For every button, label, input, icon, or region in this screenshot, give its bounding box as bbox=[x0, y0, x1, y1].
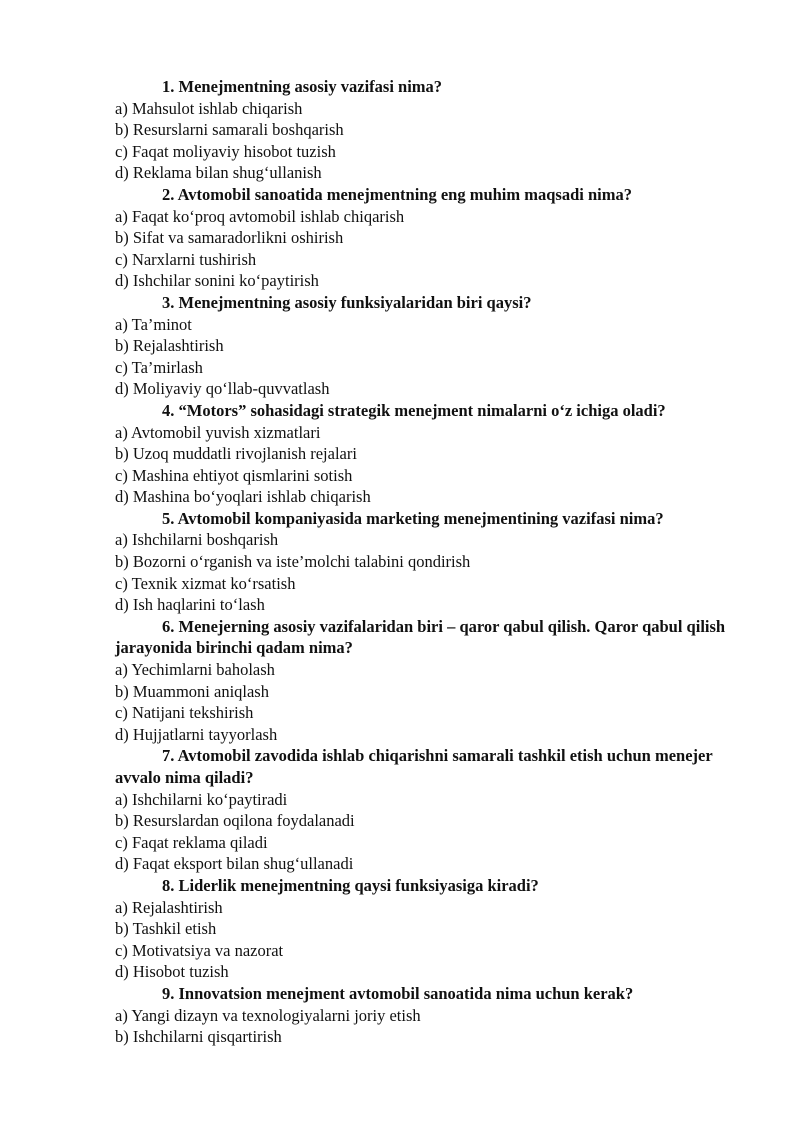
question-8 bbox=[115, 875, 740, 983]
question-text: 7. Avtomobil zavodida ishlab chiqarishni samarali tashkil etish uchun menejer avvalo nima qiladi? bbox=[115, 746, 713, 787]
question-text: 5. Avtomobil kompaniyasida marketing menejmentining vazifasi nima? bbox=[162, 508, 664, 528]
document-page bbox=[115, 76, 740, 1048]
answer-option-a: a) Rejalashtirish bbox=[115, 897, 223, 917]
answer-option-d: d) Reklama bilan shug‘ullanish bbox=[115, 163, 322, 183]
answer-option-a: a) Mahsulot ishlab chiqarish bbox=[115, 98, 303, 118]
question-3 bbox=[115, 292, 740, 400]
answer-option-a: a) Faqat ko‘proq avtomobil ishlab chiqarish bbox=[115, 206, 405, 226]
answer-option-c: c) Motivatsiya va nazorat bbox=[115, 940, 284, 960]
answer-option-d: d) Hisobot tuzish bbox=[115, 962, 229, 982]
answer-option-c: c) Natijani tekshirish bbox=[115, 703, 254, 723]
answer-option-c: c) Ta’mirlash bbox=[115, 357, 203, 377]
question-text: 2. Avtomobil sanoatida menejmentning eng muhim maqsadi nima? bbox=[162, 184, 632, 204]
question-4 bbox=[115, 400, 740, 508]
answer-option-c: c) Faqat reklama qiladi bbox=[115, 832, 268, 852]
answer-option-b: b) Rejalashtirish bbox=[115, 336, 224, 356]
answer-option-b: b) Uzoq muddatli rivojlanish rejalari bbox=[115, 444, 357, 464]
answer-option-d: d) Faqat eksport bilan shug‘ullanadi bbox=[115, 854, 354, 874]
answer-option-c: c) Texnik xizmat ko‘rsatish bbox=[115, 573, 296, 593]
answer-option-a: a) Ta’minot bbox=[115, 314, 192, 334]
answer-option-a: a) Yechimlarni baholash bbox=[115, 660, 275, 680]
answer-option-a: a) Ishchilarni ko‘paytiradi bbox=[115, 789, 288, 809]
answer-option-c: c) Narxlarni tushirish bbox=[115, 249, 257, 269]
question-text: 3. Menejmentning asosiy funksiyalaridan biri qaysi? bbox=[162, 292, 532, 312]
question-7 bbox=[115, 745, 740, 875]
answer-option-d: d) Moliyaviy qo‘llab-quvvatlash bbox=[115, 379, 330, 399]
question-5 bbox=[115, 508, 740, 616]
question-6 bbox=[115, 616, 740, 746]
answer-option-b: b) Muammoni aniqlash bbox=[115, 681, 269, 701]
answer-option-b: b) Resurslardan oqilona foydalanadi bbox=[115, 811, 355, 831]
answer-option-d: d) Mashina bo‘yoqlari ishlab chiqarish bbox=[115, 487, 371, 507]
answer-option-d: d) Ishchilar sonini ko‘paytirish bbox=[115, 271, 319, 291]
question-text: 4. “Motors” sohasidagi strategik menejment nimalarni o‘z ichiga oladi? bbox=[162, 400, 666, 420]
question-text: 8. Liderlik menejmentning qaysi funksiyasiga kiradi? bbox=[162, 875, 539, 895]
answer-option-d: d) Ish haqlarini to‘lash bbox=[115, 595, 265, 615]
answer-option-d: d) Hujjatlarni tayyorlash bbox=[115, 724, 278, 744]
answer-option-c: c) Mashina ehtiyot qismlarini sotish bbox=[115, 465, 353, 485]
answer-option-c: c) Faqat moliyaviy hisobot tuzish bbox=[115, 141, 336, 161]
answer-option-a: a) Avtomobil yuvish xizmatlari bbox=[115, 422, 321, 442]
question-2 bbox=[115, 184, 740, 292]
answer-option-b: b) Tashkil etish bbox=[115, 919, 217, 939]
answer-option-b: b) Bozorni o‘rganish va iste’molchi talabini qondirish bbox=[115, 552, 471, 572]
question-text: 6. Menejerning asosiy vazifalaridan biri – qaror qabul qilish. Qaror qabul qilish jarayonida birinchi qadam nima? bbox=[115, 616, 726, 658]
question-1 bbox=[115, 76, 740, 184]
answer-option-a: a) Ishchilarni boshqarish bbox=[115, 530, 279, 550]
question-9 bbox=[115, 983, 740, 1048]
question-text: 9. Innovatsion menejment avtomobil sanoatida nima uchun kerak? bbox=[162, 983, 634, 1003]
answer-option-b: b) Ishchilarni qisqartirish bbox=[115, 1027, 282, 1047]
answer-option-b: b) Sifat va samaradorlikni oshirish bbox=[115, 228, 344, 248]
answer-option-b: b) Resurslarni samarali boshqarish bbox=[115, 120, 344, 140]
question-text: 1. Menejmentning asosiy vazifasi nima? bbox=[162, 77, 443, 96]
answer-option-a: a) Yangi dizayn va texnologiyalarni joriy etish bbox=[115, 1005, 421, 1025]
